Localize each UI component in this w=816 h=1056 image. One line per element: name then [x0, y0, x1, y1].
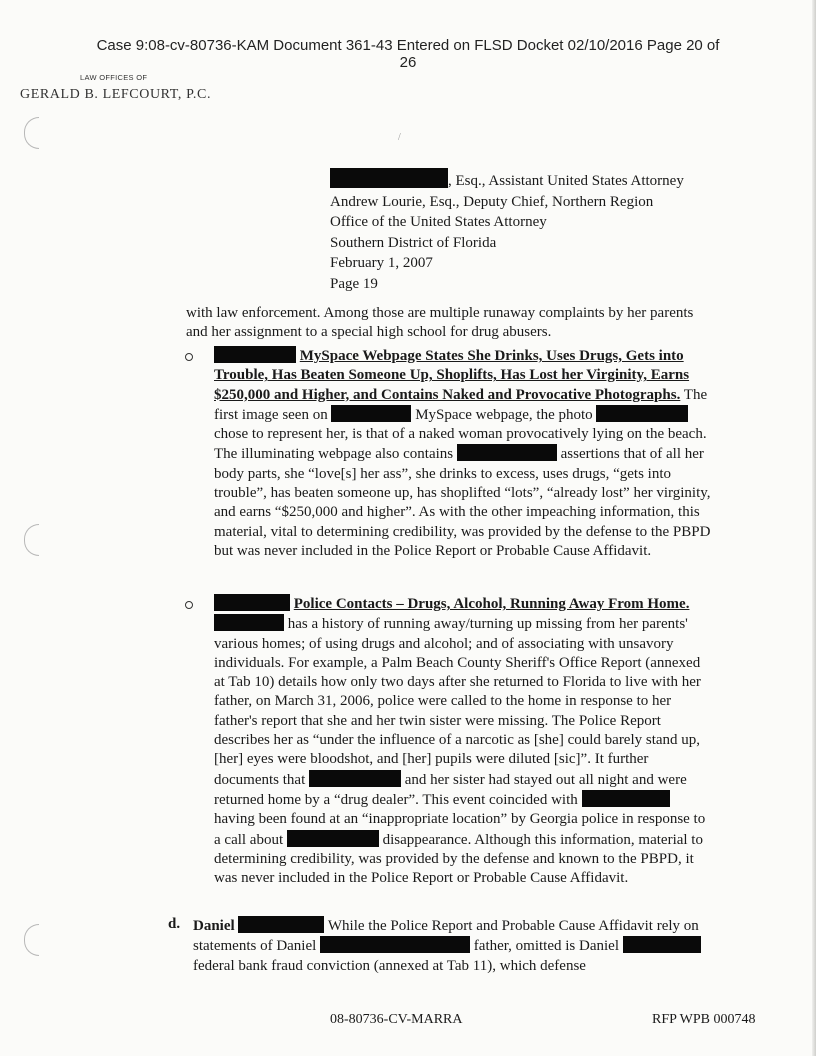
- letterhead-firm-name: GERALD B. LEFCOURT, P.C.: [20, 87, 212, 102]
- page-edge-shadow: [812, 0, 816, 1056]
- redaction: [623, 936, 701, 953]
- intro-paragraph: with law enforcement. Among those are multiple runaway complaints by her parents and her assignment to a special high school for drug abusers.: [186, 305, 694, 341]
- page-number: Page 19: [330, 275, 378, 292]
- case-header: [0, 37, 816, 71]
- footer-bates-number: RFP WPB 000748: [652, 1012, 756, 1027]
- redaction: [287, 830, 379, 847]
- redaction: [238, 916, 324, 933]
- bullet-heading: Police Contacts – Drugs, Alcohol, Running Away From Home.: [293, 596, 690, 612]
- redaction: [582, 790, 670, 807]
- redaction: [320, 936, 470, 953]
- redaction: [331, 405, 411, 422]
- section-d-paragraph: Daniel While the Police Report and Probable Cause Affidavit rely on statements of Daniel father, omitted is Daniel federal bank fraud conviction (annexed at Tab 11), which defense: [193, 918, 699, 974]
- redaction: [214, 614, 284, 631]
- redaction: [309, 770, 401, 787]
- footer-case-number: 08-80736-CV-MARRA: [330, 1012, 463, 1027]
- redaction: [457, 444, 557, 461]
- address-block: [330, 168, 684, 294]
- binder-hole-middle: [24, 524, 39, 556]
- bullet-marker: [185, 601, 193, 609]
- bullet-paragraph-police: Police Contacts – Drugs, Alcohol, Running Away From Home. has a history of running away/turning up missing from her parents' various homes; of using drugs and alcohol; and of associating with unsavory individuals. For example, a Palm Beach County Sheriff's Office Report (annexed at Tab 10) details how only two days after she returned to Florida to live with her father, on March 31, 2006, police were called to the home in response to her father's report that she and her twin sister were missing. The Police Report describes her as “under the influence of a narcotic as [she] could barely stand up, [her] eyes were bloodshot, and [her] pupils were diluted [sic]”. It further documents that and her sister had stayed out all night and were returned home by a “drug dealer”. This event coincided with having been found at an “inappropriate location” by Georgia police in response to a call about disappearance. Although this information, material to determining credibility, was provided by the defense and known to the PBPD, it was never included in the Police Report or Probable Cause Affidavit.: [214, 596, 706, 887]
- binder-hole-bottom: [24, 924, 39, 956]
- section-label: d.: [168, 916, 181, 932]
- case-header-line2: 26: [399, 54, 417, 71]
- binder-hole-top: [24, 117, 39, 149]
- letter-date: February 1, 2007: [330, 255, 433, 271]
- address-line-3: Office of the United States Attorney: [330, 214, 547, 230]
- redaction: [330, 168, 448, 188]
- letterhead-label: LAW OFFICES OF: [80, 73, 148, 82]
- bullet-marker: [185, 353, 193, 361]
- address-line-4: Southern District of Florida: [330, 234, 497, 251]
- bullet-paragraph-myspace: MySpace Webpage States She Drinks, Uses Drugs, Gets into Trouble, Has Beaten Someone Up, Shoplifts, Has Lost her Virginity, Earns $250,000 and Higher, and Contains Naked and Provocative Photographs. The first image seen on MySpace webpage, the photo chose to represent her, is that of a naked woman provocatively lying on the beach. The illuminating webpage also contains assertions that of all her body parts, she “love[s] her ass”, she drinks to excess, uses drugs, “gets into trouble”, has beaten someone up, has shoplifted “lots”, “already lost” her virginity, and earns “$250,000 and higher”. As with the other impeaching information, this material, vital to determining credibility, was provided by the defense to the PBPD but was never included in the Police Report or Probable Cause Affidavit.: [214, 348, 711, 559]
- bullet-heading: MySpace Webpage States She Drinks, Uses Drugs, Gets into Trouble, Has Beaten Someone Up, Shoplifts, Has Lost her Virginity, Earns $250,000 and Higher, and Contains Naked and Provocative Photographs.: [214, 348, 690, 403]
- redaction: [214, 594, 290, 611]
- address-line-1: , Esq., Assistant United States Attorney: [330, 168, 684, 192]
- redaction: [214, 346, 296, 363]
- redaction: [596, 405, 688, 422]
- case-header-line1: Case 9:08-cv-80736-KAM Document 361-43 Entered on FLSD Docket 02/10/2016 Page 20 of: [96, 37, 720, 54]
- stray-mark: /: [398, 132, 401, 143]
- address-line-2: Andrew Lourie, Esq., Deputy Chief, Northern Region: [330, 193, 654, 210]
